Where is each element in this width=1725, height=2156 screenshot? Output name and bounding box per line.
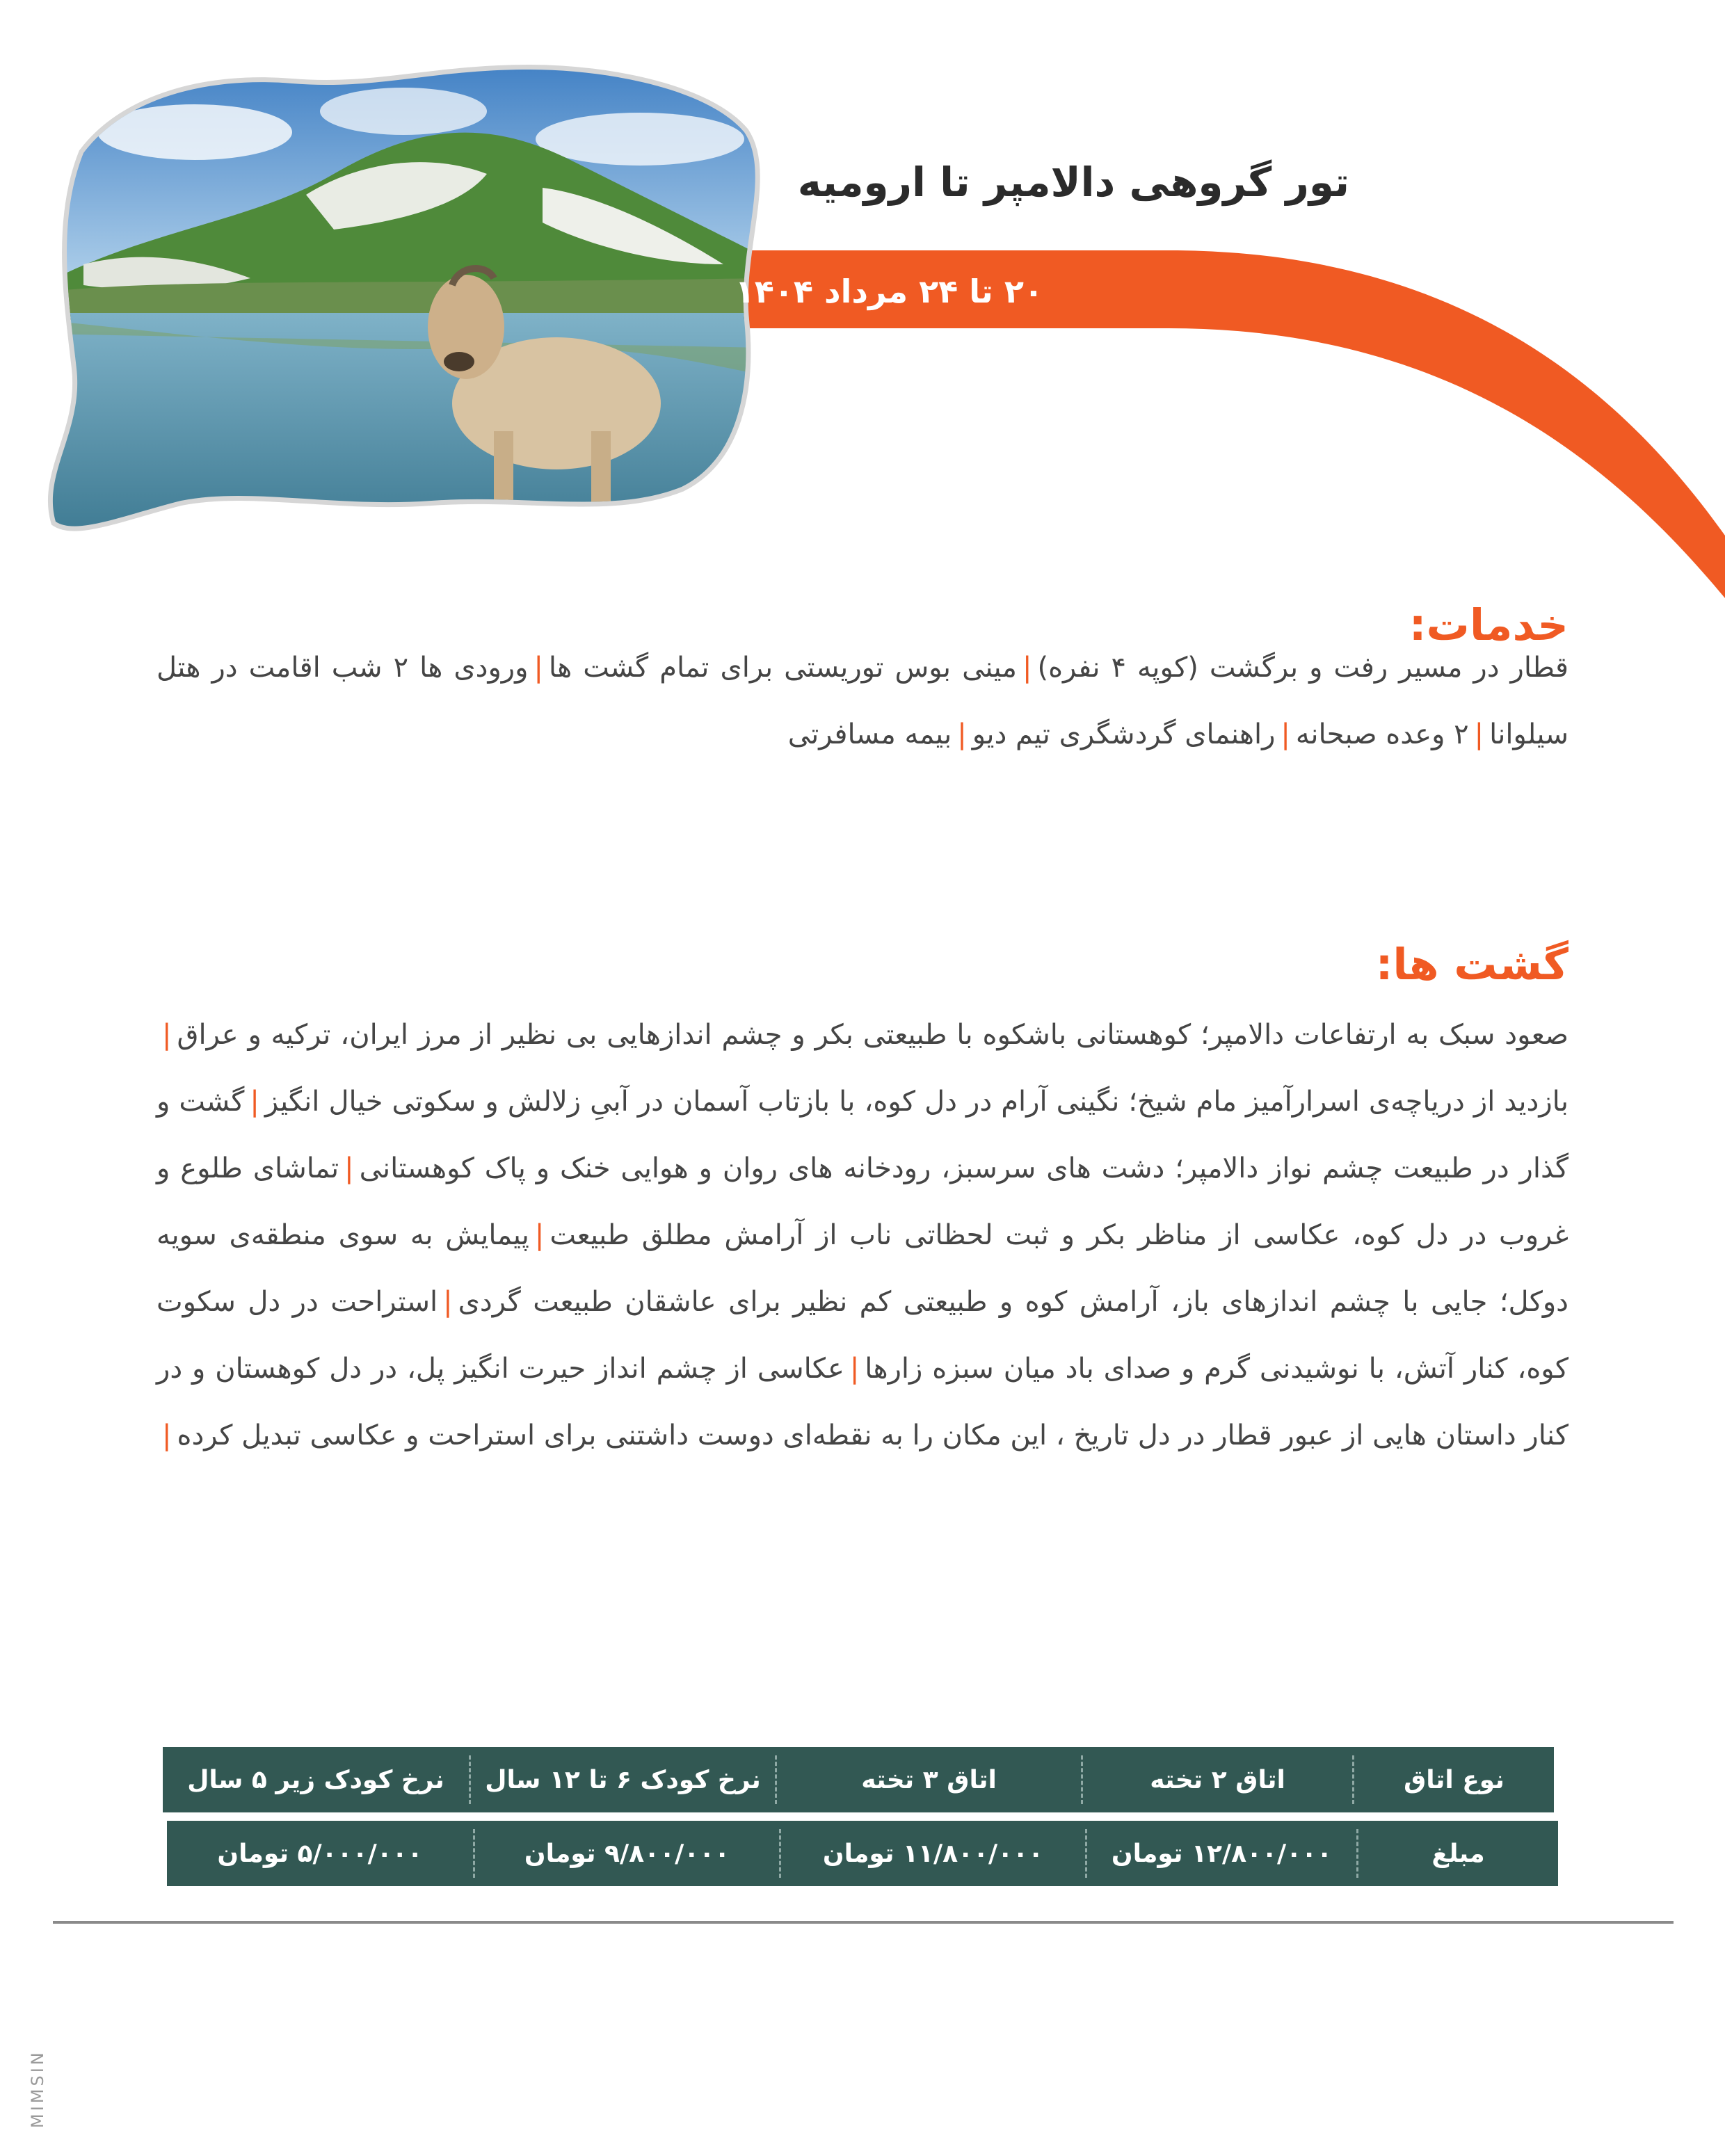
hero-landscape-image [42, 56, 765, 536]
table-header-cell: نرخ کودک زیر ۵ سال [187, 1765, 444, 1794]
service-item: راهنمای گردشگری تیم دیو [972, 718, 1276, 750]
table-cell: مبلغ [1356, 1829, 1558, 1878]
table-cell: ۱۱/۸۰۰/۰۰۰ تومان [779, 1829, 1085, 1878]
tour-item: بازدید از دریاچه‌ی اسرارآمیز مام شیخ؛ نگینی آرام در دل کوه، با بازتاب آسمان در آبیِ زلالش و سکوتی خیال انگیز [264, 1086, 1568, 1118]
table-cell: ۹/۸۰۰/۰۰۰ تومان [473, 1829, 779, 1878]
services-heading: خدمات: [1409, 600, 1568, 650]
service-item: بیمه مسافرتی [787, 718, 952, 750]
brand-label: MIMSIN [28, 2050, 47, 2128]
tour-item: استراحت در دل سکوت کوه، کنار آتش، با نوشیدنی گرم و صدای باد میان سبزه زارها [157, 1286, 1568, 1385]
tour-title: تور گروهی دالامپر تا ارومیه [797, 159, 1349, 206]
service-item: ۲ وعده صبحانه [1295, 718, 1469, 750]
tours-list: صعود سبک به ارتفاعات دالامپر؛ کوهستانی باشکوه با طبیعتی بکر و چشم اندازهایی بی نظیر از مرز ایران، ترکیه و عراق|بازدید از دریاچه‌ی اسرارآمیز مام شیخ؛ نگینی آرام در دل کوه، با بازتاب آسمان در آبیِ زلالش و سکوتی خیال انگیز|گشت و گذار در طبیعت چشم نواز دالامپر؛ دشت های سرسبز، رودخانه های روان و هوایی خنک و پاک کوهستانی|تماشای طلوع و غروب در دل کوه، عکاسی از مناظر بکر و ثبت لحظاتی ناب از آرامش مطلق طبیعت|پیمایش به سوی منطقه‌ی سویه دوکل؛ جایی با چشم اندازهای باز، آرامش کوه و طبیعتی کم نظیر برای عاشقان طبیعت گردی|استراحت در دل سکوت کوه، کنار آتش، با نوشیدنی گرم و صدای باد میان سبزه زارها|عکاسی از چشم انداز حیرت انگیز پل، در دل کوهستان و در کنار داستان هایی از عبور قطار در دل تاریخ ، این مکان را به نقطه‌ای دوست داشتنی برای استراحت و عکاسی تبدیل کرده| [157, 1019, 1569, 1451]
tour-dates: ۲۰ تا ۲۴ مرداد ۱۴۰۴ [735, 273, 1043, 310]
table-header-cell: اتاق ۳ تخته [775, 1755, 1081, 1804]
tours-heading: گشت ها: [1375, 939, 1568, 990]
table-cell: ۵/۰۰۰/۰۰۰ تومان [217, 1839, 423, 1868]
tour-item: صعود سبک به ارتفاعات دالامپر؛ کوهستانی باشکوه با طبیعتی بکر و چشم اندازهایی بی نظیر از مرز ایران، ترکیه و عراق [177, 1019, 1568, 1051]
price-table-row [167, 1821, 1558, 1886]
table-cell: ۱۲/۸۰۰/۰۰۰ تومان [1085, 1829, 1356, 1878]
footer-divider [53, 1921, 1674, 1924]
price-table-header [163, 1747, 1554, 1812]
table-header-cell: اتاق ۲ تخته [1081, 1755, 1352, 1804]
services-list: قطار در مسیر رفت و برگشت (کوپه ۴ نفره)|مینی بوس توریستی برای تمام گشت ها|ورودی ها ۲ شب اقامت در هتل سیلوانا|۲ وعده صبحانه|راهنمای گردشگری تیم دیو|بیمه مسافرتی [157, 652, 1568, 750]
service-item: ورودی ها [419, 652, 529, 684]
table-header-cell: نوع اتاق [1352, 1755, 1554, 1804]
table-header-cell: نرخ کودک ۶ تا ۱۲ سال [469, 1755, 775, 1804]
tour-item: پیمایش به سوی منطقه‌ی سویه دوکل؛ جایی با چشم اندازهای باز، آرامش کوه و طبیعتی کم نظیر برای عاشقان طبیعت گردی [157, 1219, 1568, 1318]
service-item: ۲ شب اقامت در هتل سیلوانا [157, 652, 1568, 750]
tour-item: گشت و گذار در طبیعت چشم نواز دالامپر؛ دشت های سرسبز، رودخانه های روان و هوایی خنک و پاک کوهستانی [157, 1086, 1569, 1184]
service-item: مینی بوس توریستی برای تمام گشت ها [548, 652, 1017, 684]
tour-item: عکاسی از چشم انداز حیرت انگیز پل، در دل کوهستان و در کنار داستان هایی از عبور قطار در دل تاریخ ، این مکان را به نقطه‌ای دوست داشتنی برای استراحت و عکاسی تبدیل کرده [157, 1353, 1568, 1451]
tour-item: تماشای طلوع و غروب در دل کوه، عکاسی از مناظر بکر و ثبت لحظاتی ناب از آرامش مطلق طبیعت [157, 1152, 1569, 1251]
service-item: قطار در مسیر رفت و برگشت (کوپه ۴ نفره) [1037, 652, 1568, 684]
